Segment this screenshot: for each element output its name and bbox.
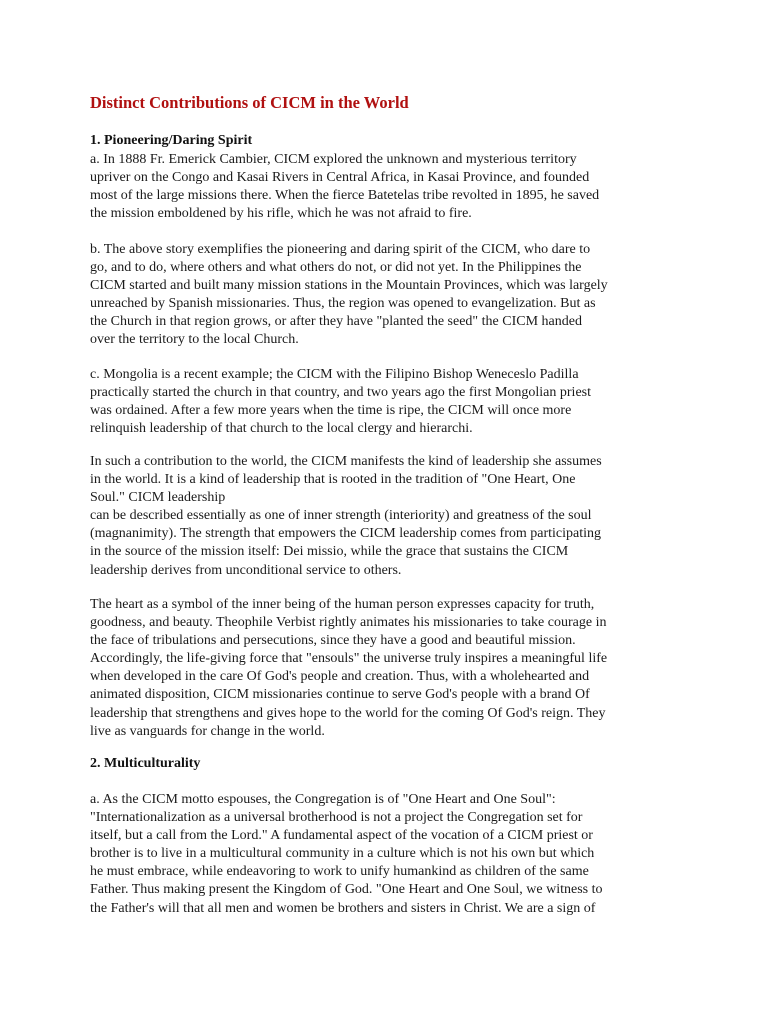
text-line: "Internationalization as a universal brotherhood is not a project the Congregation set for bbox=[90, 810, 583, 826]
text-line: most of the large missions there. When the fierce Batetelas tribe revolted in 1895, he saved bbox=[90, 188, 600, 204]
text-line: in the source of the mission itself: Dei missio, while the grace that sustains the CICM bbox=[90, 544, 569, 560]
text-line: he must embrace, while endeavoring to work to unify humankind as children of the same bbox=[90, 864, 589, 880]
text-line: practically started the church in that country, and two years ago the first Mongolian priest bbox=[90, 385, 591, 401]
text-line: the Church in that region grows, or after they have "planted the seed" the CICM handed bbox=[90, 314, 582, 330]
paragraph-heart bbox=[90, 596, 607, 741]
text-line: brother is to live in a multicultural community in a culture which is not his own but which bbox=[90, 846, 595, 862]
text-line: c. Mongolia is a recent example; the CICM with the Filipino Bishop Weneceslo Padilla bbox=[90, 367, 579, 382]
text-line: when developed in the care Of God's people and creation. Thus, with a wholehearted and bbox=[90, 669, 590, 685]
text-line: relinquish leadership of that church to the local clergy and hierarchi. bbox=[90, 421, 473, 437]
text-line: In such a contribution to the world, the CICM manifests the kind of leadership she assumes bbox=[90, 454, 602, 469]
text-line: over the territory to the local Church. bbox=[90, 332, 299, 348]
text-line: upriver on the Congo and Kasai Rivers in Central Africa, in Kasai Province, and founded bbox=[90, 170, 590, 186]
text-line: itself, but a call from the Lord." A fundamental aspect of the vocation of a CICM priest or bbox=[90, 828, 593, 844]
text-line: a. In 1888 Fr. Emerick Cambier, CICM explored the unknown and mysterious territory bbox=[90, 152, 577, 167]
text-line: goodness, and beauty. Theophile Verbist rightly animates his missionaries to take courage in bbox=[90, 615, 607, 631]
text-line: unreached by Spanish missionaries. Thus, the region was opened to evangelization. But as bbox=[90, 296, 596, 312]
text-line: Soul." CICM leadership bbox=[90, 490, 226, 506]
paragraph-1a bbox=[90, 151, 599, 223]
paragraph-1b bbox=[90, 241, 608, 350]
text-line: animated disposition, CICM missionaries continue to serve God's people with a brand Of bbox=[90, 687, 590, 703]
document-title: Distinct Contributions of CICM in the World bbox=[90, 93, 409, 112]
text-line: the mission emboldened by his rifle, which he was not afraid to fire. bbox=[90, 206, 472, 222]
text-line: CICM started and built many mission stations in the Mountain Provinces, which was largely bbox=[90, 278, 608, 294]
text-line: can be described essentially as one of inner strength (interiority) and greatness of the soul bbox=[90, 508, 592, 524]
text-line: (magnanimity). The strength that empowers the CICM leadership comes from participating bbox=[90, 526, 601, 542]
text-line: was ordained. After a few more years when the time is ripe, the CICM will once more bbox=[90, 403, 572, 419]
paragraph-leadership bbox=[90, 453, 602, 580]
text-line: in the world. It is a kind of leadership that is rooted in the tradition of "One Heart, One bbox=[90, 472, 576, 488]
text-line: the Father's will that all men and women be brothers and sisters in Christ. We are a sign of bbox=[90, 900, 596, 916]
text-line: Father. Thus making present the Kingdom of God. "One Heart and One Soul, we witness to bbox=[90, 882, 603, 898]
paragraph-1c bbox=[90, 366, 591, 438]
text-line: go, and to do, where others and what others do not, or did not yet. In the Philippines the bbox=[90, 260, 582, 276]
paragraph-2a bbox=[90, 791, 602, 918]
text-line: The heart as a symbol of the inner being of the human person expresses capacity for truth, bbox=[90, 597, 595, 612]
section-heading-pioneering: 1. Pioneering/Daring Spirit bbox=[90, 133, 253, 148]
text-line: leadership derives from unconditional service to others. bbox=[90, 562, 402, 578]
text-line: b. The above story exemplifies the pioneering and daring spirit of the CICM, who dare to bbox=[90, 242, 591, 257]
text-line: leadership that strengthens and gives hope to the world for the coming Of God's reign. They bbox=[90, 705, 606, 721]
text-line: live as vanguards for change in the world. bbox=[90, 723, 325, 739]
text-line: a. As the CICM motto espouses, the Congregation is of "One Heart and One Soul": bbox=[90, 792, 556, 807]
text-line: Accordingly, the life-giving force that "ensouls" the universe truly inspires a meaningful life bbox=[90, 651, 608, 667]
section-heading-multiculturality: 2. Multiculturality bbox=[90, 756, 201, 771]
text-line: the face of tribulations and persecutions, since they have a good and beautiful mission. bbox=[90, 633, 576, 649]
